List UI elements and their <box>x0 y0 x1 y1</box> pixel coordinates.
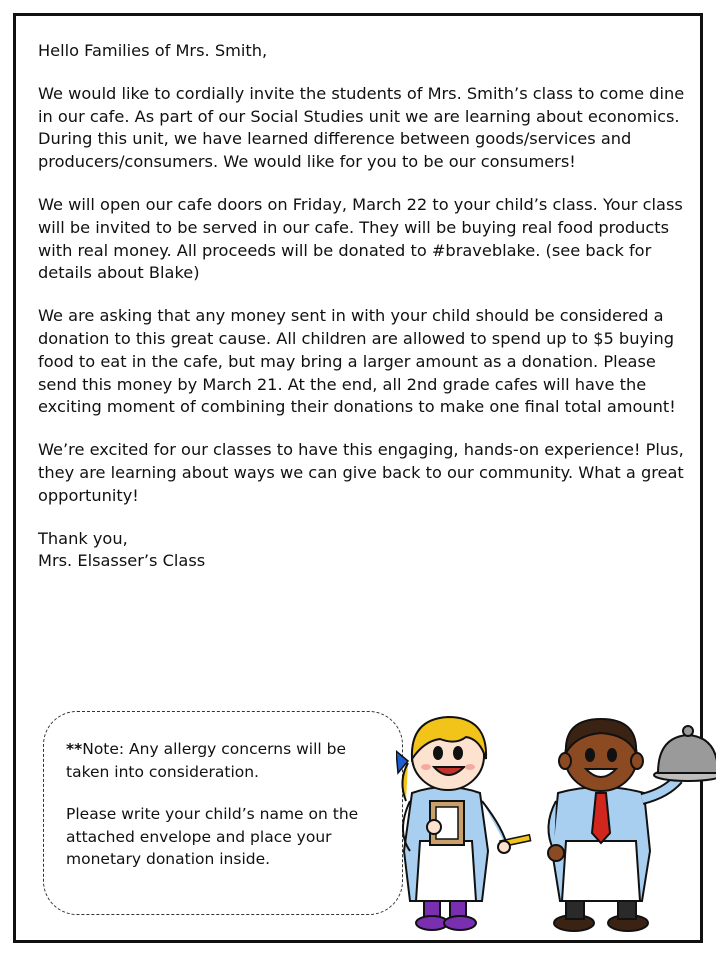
letter-closing: Thank you, <box>38 528 128 548</box>
note-allergy <box>66 738 386 783</box>
note-box <box>43 711 403 915</box>
letter-closing-block <box>38 528 688 574</box>
girl-waiter <box>396 717 531 930</box>
boy-waiter <box>548 719 716 931</box>
page-border <box>13 13 703 943</box>
note-marker: ** <box>66 740 83 758</box>
letter-greeting: Hello Families of Mrs. Smith, <box>38 41 268 60</box>
waiter-children-illustration <box>396 701 716 936</box>
note-allergy-text: Note: Any allergy concerns will be taken into consideration. <box>66 740 346 781</box>
letter-paragraph-2: We will open our cafe doors on Friday, March 22 to your child’s class. Your class will be invited to be served in our cafe. They will be buying real food products with real money. All proceeds will be donated to #braveblake. (see back for details about Blake) <box>38 194 683 283</box>
letter-paragraph-1: We would like to cordially invite the students of Mrs. Smith’s class to come dine in our cafe. As part of our Social Studies unit we are learning about economics. During this unit, we have learned difference between goods/services and producers/consumers. We would like for you to be our consumers! <box>38 83 685 172</box>
note-instruction: Please write your child’s name on the attached envelope and place your monetary donation inside. <box>66 805 359 868</box>
letter-paragraph-4: We’re excited for our classes to have this engaging, hands-on experience! Plus, they are learning about ways we can give back to our community. What a great opportunity! <box>38 440 684 505</box>
invitation-letter <box>38 40 688 573</box>
letter-paragraph-3: We are asking that any money sent in with your child should be considered a donation to this great cause. All children are allowed to spend up to $5 buying food to eat in the cafe, but may bring a larger amount as a donation. Please send this money by March 21. At the end, all 2nd grade cafes will have the exciting moment of combining their donations to make one final total amount! <box>38 306 676 417</box>
letter-signature: Mrs. Elsasser’s Class <box>38 551 206 571</box>
